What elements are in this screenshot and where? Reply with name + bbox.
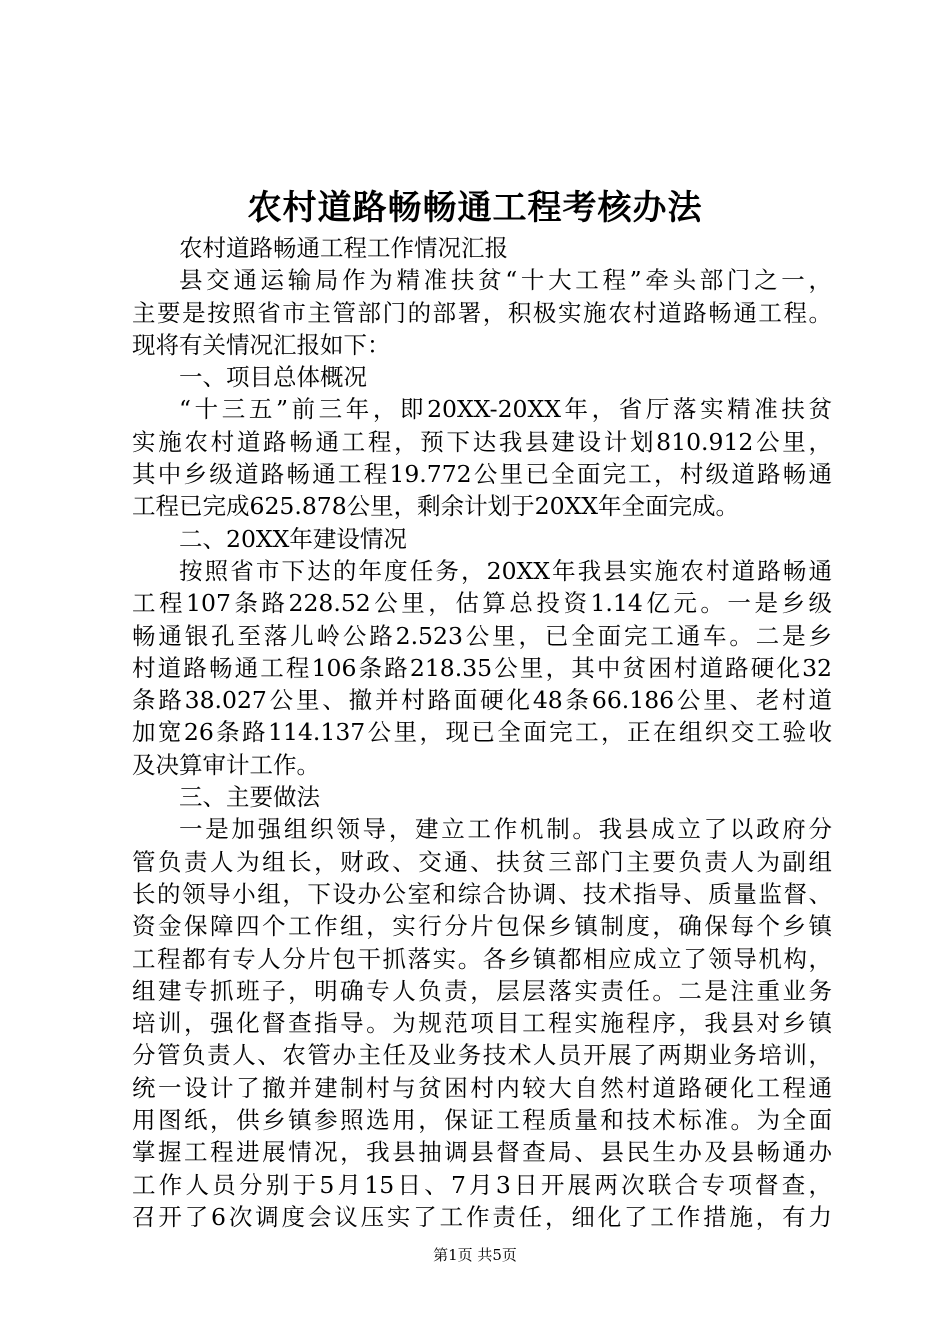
text-line: 统一设计了撤并建制村与贫困村内较大自然村道路硬化工程通 [132,1073,832,1102]
text-line: 一是加强组织领导，建立工作机制。我县成立了以政府分 [179,815,832,844]
text-line: 工程都有专人分片包干抓落实。各乡镇都相应成立了领导机构， [132,944,832,973]
text-line: 三、主要做法 [179,783,320,812]
text-line: 农村道路畅通工程工作情况汇报 [179,234,508,262]
document-title: 农村道路畅畅通工程考核办法 [247,188,703,228]
text-line: 工作人员分别于5月15日、7月3日开展两次联合专项督查， [132,1170,832,1199]
text-line: 用图纸，供乡镇参照选用，保证工程质量和技术标准。为全面 [132,1106,832,1135]
text-line: 二、20XX年建设情况 [179,524,407,553]
text-line: 条路38.027公里、撤并村路面硬化48条66.186公里、老村道 [132,686,832,715]
text-line: 县交通运输局作为精准扶贫“十大工程”牵头部门之一， [179,266,832,295]
text-line: 一、项目总体概况 [179,363,367,392]
text-line: 资金保障四个工作组，实行分片包保乡镇制度，确保每个乡镇 [132,912,832,941]
text-line: 分管负责人、农管办主任及业务技术人员开展了两期业务培训， [132,1041,832,1070]
text-line: 其中乡级道路畅通工程19.772公里已全面完工，村级道路畅通 [132,460,832,489]
page-footer: 第1页 共5页 [433,1246,517,1264]
text-line: 掌握工程进展情况，我县抽调县督查局、县民生办及县畅通办 [132,1138,832,1167]
text-line: 管负责人为组长，财政、交通、扶贫三部门主要负责人为副组 [132,847,832,876]
text-line: 及决算审计工作。 [132,750,320,779]
text-line: 主要是按照省市主管部门的部署，积极实施农村道路畅通工程。 [132,298,832,327]
text-line: 组建专抓班子，明确专人负责，层层落实责任。二是注重业务 [132,976,832,1005]
text-line: 加宽26条路114.137公里，现已全面完工，正在组织交工验收 [132,718,832,747]
text-line: “十三五”前三年，即20XX-20XX年，省厅落实精准扶贫 [179,395,832,424]
text-line: 实施农村道路畅通工程，预下达我县建设计划810.912公里， [132,427,832,456]
text-line: 工程107条路228.52公里，估算总投资1.14亿元。一是乡级 [132,589,832,618]
text-line: 召开了6次调度会议压实了工作责任，细化了工作措施，有力 [132,1202,832,1231]
text-line: 长的领导小组，下设办公室和综合协调、技术指导、质量监督、 [132,879,832,908]
document-body [132,232,832,1233]
text-line: 培训，强化督查指导。为规范项目工程实施程序，我县对乡镇 [132,1009,832,1038]
text-line: 现将有关情况汇报如下： [132,330,391,359]
text-line: 畅通银孔至落儿岭公路2.523公里，已全面完工通车。二是乡 [132,621,832,650]
text-line: 村道路畅通工程106条路218.35公里，其中贫困村道路硬化32 [132,653,832,682]
text-line: 工程已完成625.878公里，剩余计划于20XX年全面完成。 [132,492,740,521]
text-line: 按照省市下达的年度任务，20XX年我县实施农村道路畅通 [179,556,832,585]
